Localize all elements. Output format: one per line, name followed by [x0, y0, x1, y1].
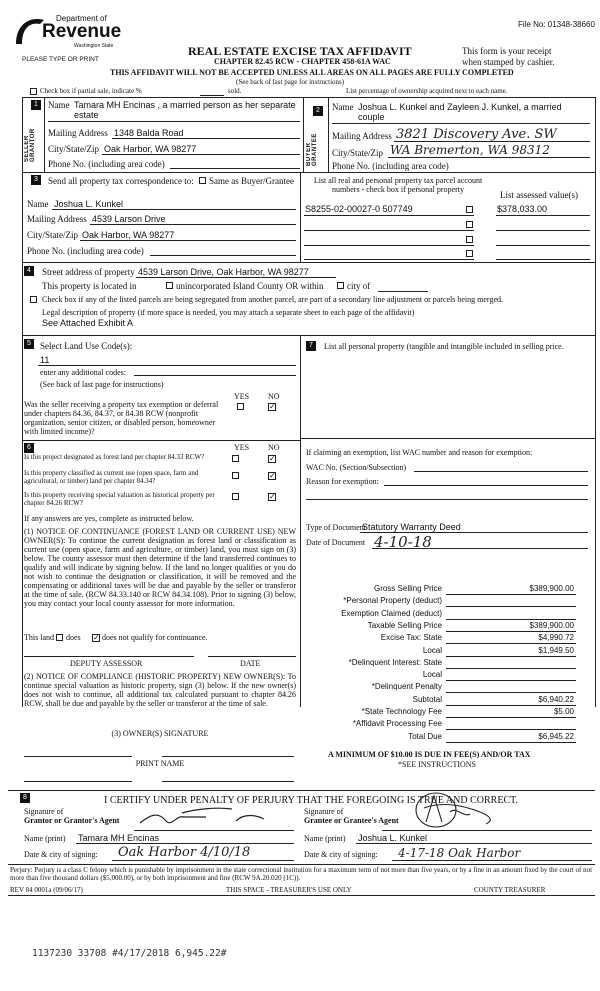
section-8-number: 8 [20, 793, 30, 803]
buyer-name: Joshua L. Kunkel and Zayleen J. Kunkel, a married couple [358, 102, 562, 122]
property-street-address: 4539 Larson Drive, Oak Harbor, WA 98277 [138, 267, 309, 277]
does-not-qualify-checkbox[interactable]: ✓ [93, 633, 100, 642]
grantee-signature [400, 790, 500, 832]
section-5-number: 5 [24, 339, 34, 349]
forest-no-checkbox[interactable]: ✓ [269, 454, 276, 463]
fee-label: *Personal Property (deduct) [343, 596, 442, 606]
grantor-print-name: Tamara MH Encinas [78, 833, 160, 843]
fee-label: *State Technology Fee [361, 707, 442, 716]
form-chapter: CHAPTER 82.45 RCW - CHAPTER 458-61A WAC [214, 57, 391, 66]
buyer-city: WA Bremerton, WA 98312 [390, 143, 550, 157]
personal-property-checkbox-3[interactable] [466, 236, 473, 243]
parcel-number-1: S8255-02-00027-0 507749 [305, 204, 413, 214]
historic-no-checkbox[interactable]: ✓ [269, 492, 276, 501]
current-use-no-checkbox[interactable]: ✓ [269, 471, 276, 480]
fee-value: $4,990.72 [538, 633, 574, 643]
tax-correspondence-address: 4539 Larson Drive [92, 214, 166, 224]
tax-correspondence-name: Joshua L. Kunkel [54, 199, 124, 209]
form-title: REAL ESTATE EXCISE TAX AFFIDAVIT [188, 44, 412, 58]
certification-statement: I CERTIFY UNDER PENALTY OF PERJURY THAT THE FOREGOING IS TRUE AND CORRECT. [104, 795, 518, 806]
buyer-mailing-address: 3821 Discovery Ave. SW [396, 127, 557, 142]
section-7-number: 7 [306, 341, 316, 351]
fee-label: Local [422, 670, 442, 680]
fee-label: Gross Selling Price [373, 584, 442, 593]
form-revision: REV 84 0001a (09/06/17) [10, 886, 83, 894]
seller-city: Oak Harbor, WA 98277 [104, 144, 197, 154]
minimum-fee-notice: A MINIMUM OF $10.00 IS DUE IN FEE(S) AND/OR TAX [328, 750, 531, 759]
fee-value: $1,949.50 [538, 645, 574, 655]
legal-description: See Attached Exhibit A [42, 318, 134, 328]
current-use-yes-checkbox[interactable] [232, 472, 239, 479]
fee-value: $389,900.00 [529, 620, 574, 630]
seller-label: SELLER GRANTOR [24, 128, 36, 162]
section-6-number: 6 [24, 443, 34, 453]
historic-yes-checkbox[interactable] [232, 493, 239, 500]
section-1-number: 1 [31, 100, 41, 110]
fee-label: *Delinquent Penalty [371, 682, 442, 692]
grantee-signature-icon [400, 790, 500, 832]
grantee-print-name: Joshua L. Kunkel [358, 833, 428, 843]
assessed-value-1: $378,033.00 [497, 204, 548, 214]
land-use-code: 11 [40, 355, 50, 365]
assessed-header: List assessed value(s) [500, 190, 578, 200]
fee-label: Subtotal [412, 694, 442, 704]
qualifies-checkbox[interactable] [56, 634, 63, 641]
seller-name: Tamara MH Encinas , a married person as her separate estate [74, 100, 296, 120]
file-number: File No: 01348-38660 [518, 20, 595, 29]
grantor-date-city: Oak Harbor 4/10/18 [118, 845, 251, 860]
document-type: Statutory Warranty Deed [362, 522, 461, 532]
section-3-number: 3 [31, 175, 41, 185]
document-date: 4-10-18 [374, 533, 432, 551]
segregated-checkbox[interactable] [30, 296, 37, 303]
fee-value: $389,900.00 [529, 584, 574, 593]
fee-label: Total Due [408, 731, 442, 741]
parcel-header: List all real and personal property tax parcel account numbers - check box if personal property [313, 176, 483, 194]
grantor-signature [136, 803, 286, 831]
dor-logo-icon [12, 14, 46, 48]
forest-yes-checkbox[interactable] [232, 455, 239, 462]
fee-label: Taxable Selling Price [367, 620, 442, 630]
perjury-notice: Perjury: Perjury is a class C felony which is punishable by imprisonment in the state correctional institution for a maximum term of not more than five years, or by a fine in an amount fixed by the court of not more than five thousand dollars ($5,000.00), or by both imprisonment and fine (RCW 9A.20.020 (1C)). [10, 866, 593, 882]
seller-mailing-address: 1348 Balda Road [114, 128, 184, 138]
fee-label: Local [422, 645, 442, 655]
personal-property-checkbox-4[interactable] [466, 250, 473, 257]
fee-value: $6,945.22 [538, 731, 574, 741]
section-2-number: 2 [313, 106, 323, 116]
same-as-buyer-checkbox[interactable] [199, 177, 206, 184]
notice-of-compliance: (2) NOTICE OF COMPLIANCE (HISTORIC PROPERTY) NEW OWNER(S): To continue special valuation as historic property, sign (3) below. If the new owner(s) does not wish to continue, all additional tax calculated pursuant to chapter 84.26 RCW, shall be due and payable by the seller or transferor at the time of sale. [24, 672, 296, 708]
notice-of-continuance: (1) NOTICE OF CONTINUANCE (FOREST LAND OR CURRENT USE) NEW OWNER(S): To continue the current designation as forest land or classification as current use (open space, farm and agriculture, or timber) land, you must sign on (3) below. The county assessor must then determine if the land transferred continues to qualify and will indicate by signing below. If the land no longer qualifies or you do not wish to continue the designation or classification, it will be removed and the compensating or additional taxes will be due and payable by the seller or transferor at the time of sale. (RCW 84.33.140 or RCW 84.34.108). Prior to signing (3) below, you may contact your local county assessor for more information. [24, 527, 296, 608]
personal-property-checkbox-2[interactable] [466, 221, 473, 228]
dor-logo: Department of Revenue Washington State [12, 12, 142, 60]
fee-label: *Affidavit Processing Fee [352, 719, 442, 729]
fee-label: Excise Tax: State [380, 633, 442, 643]
buyer-label: BUYER GRANTEE [306, 133, 318, 166]
fee-label: Exemption Claimed (deduct) [341, 608, 442, 618]
city-checkbox[interactable] [337, 282, 344, 289]
partial-sale-checkbox[interactable] [30, 88, 37, 95]
treasurer-receipt-stamp: 1137230 33708 #4/17/2018 6,945.22# [32, 948, 227, 959]
fee-label: *Delinquent Interest: State [348, 657, 442, 667]
grantor-signature-icon [136, 803, 286, 831]
fee-value: $5.00 [553, 707, 574, 716]
warning-banner: THIS AFFIDAVIT WILL NOT BE ACCEPTED UNLESS ALL AREAS ON ALL PAGES ARE FULLY COMPLETED [110, 68, 514, 77]
unincorporated-checkbox[interactable] [166, 282, 173, 289]
section-4-number: 4 [24, 266, 34, 276]
fee-value: $6,940.22 [538, 694, 574, 704]
tax-correspondence-city: Oak Harbor, WA 98277 [82, 230, 175, 240]
exemption-yes-checkbox[interactable] [237, 403, 244, 410]
grantee-date-city: 4-17-18 Oak Harbor [398, 846, 521, 860]
please-type: PLEASE TYPE OR PRINT [22, 56, 99, 63]
personal-property-checkbox-1[interactable] [466, 206, 473, 213]
exemption-no-checkbox[interactable]: ✓ [269, 402, 276, 411]
